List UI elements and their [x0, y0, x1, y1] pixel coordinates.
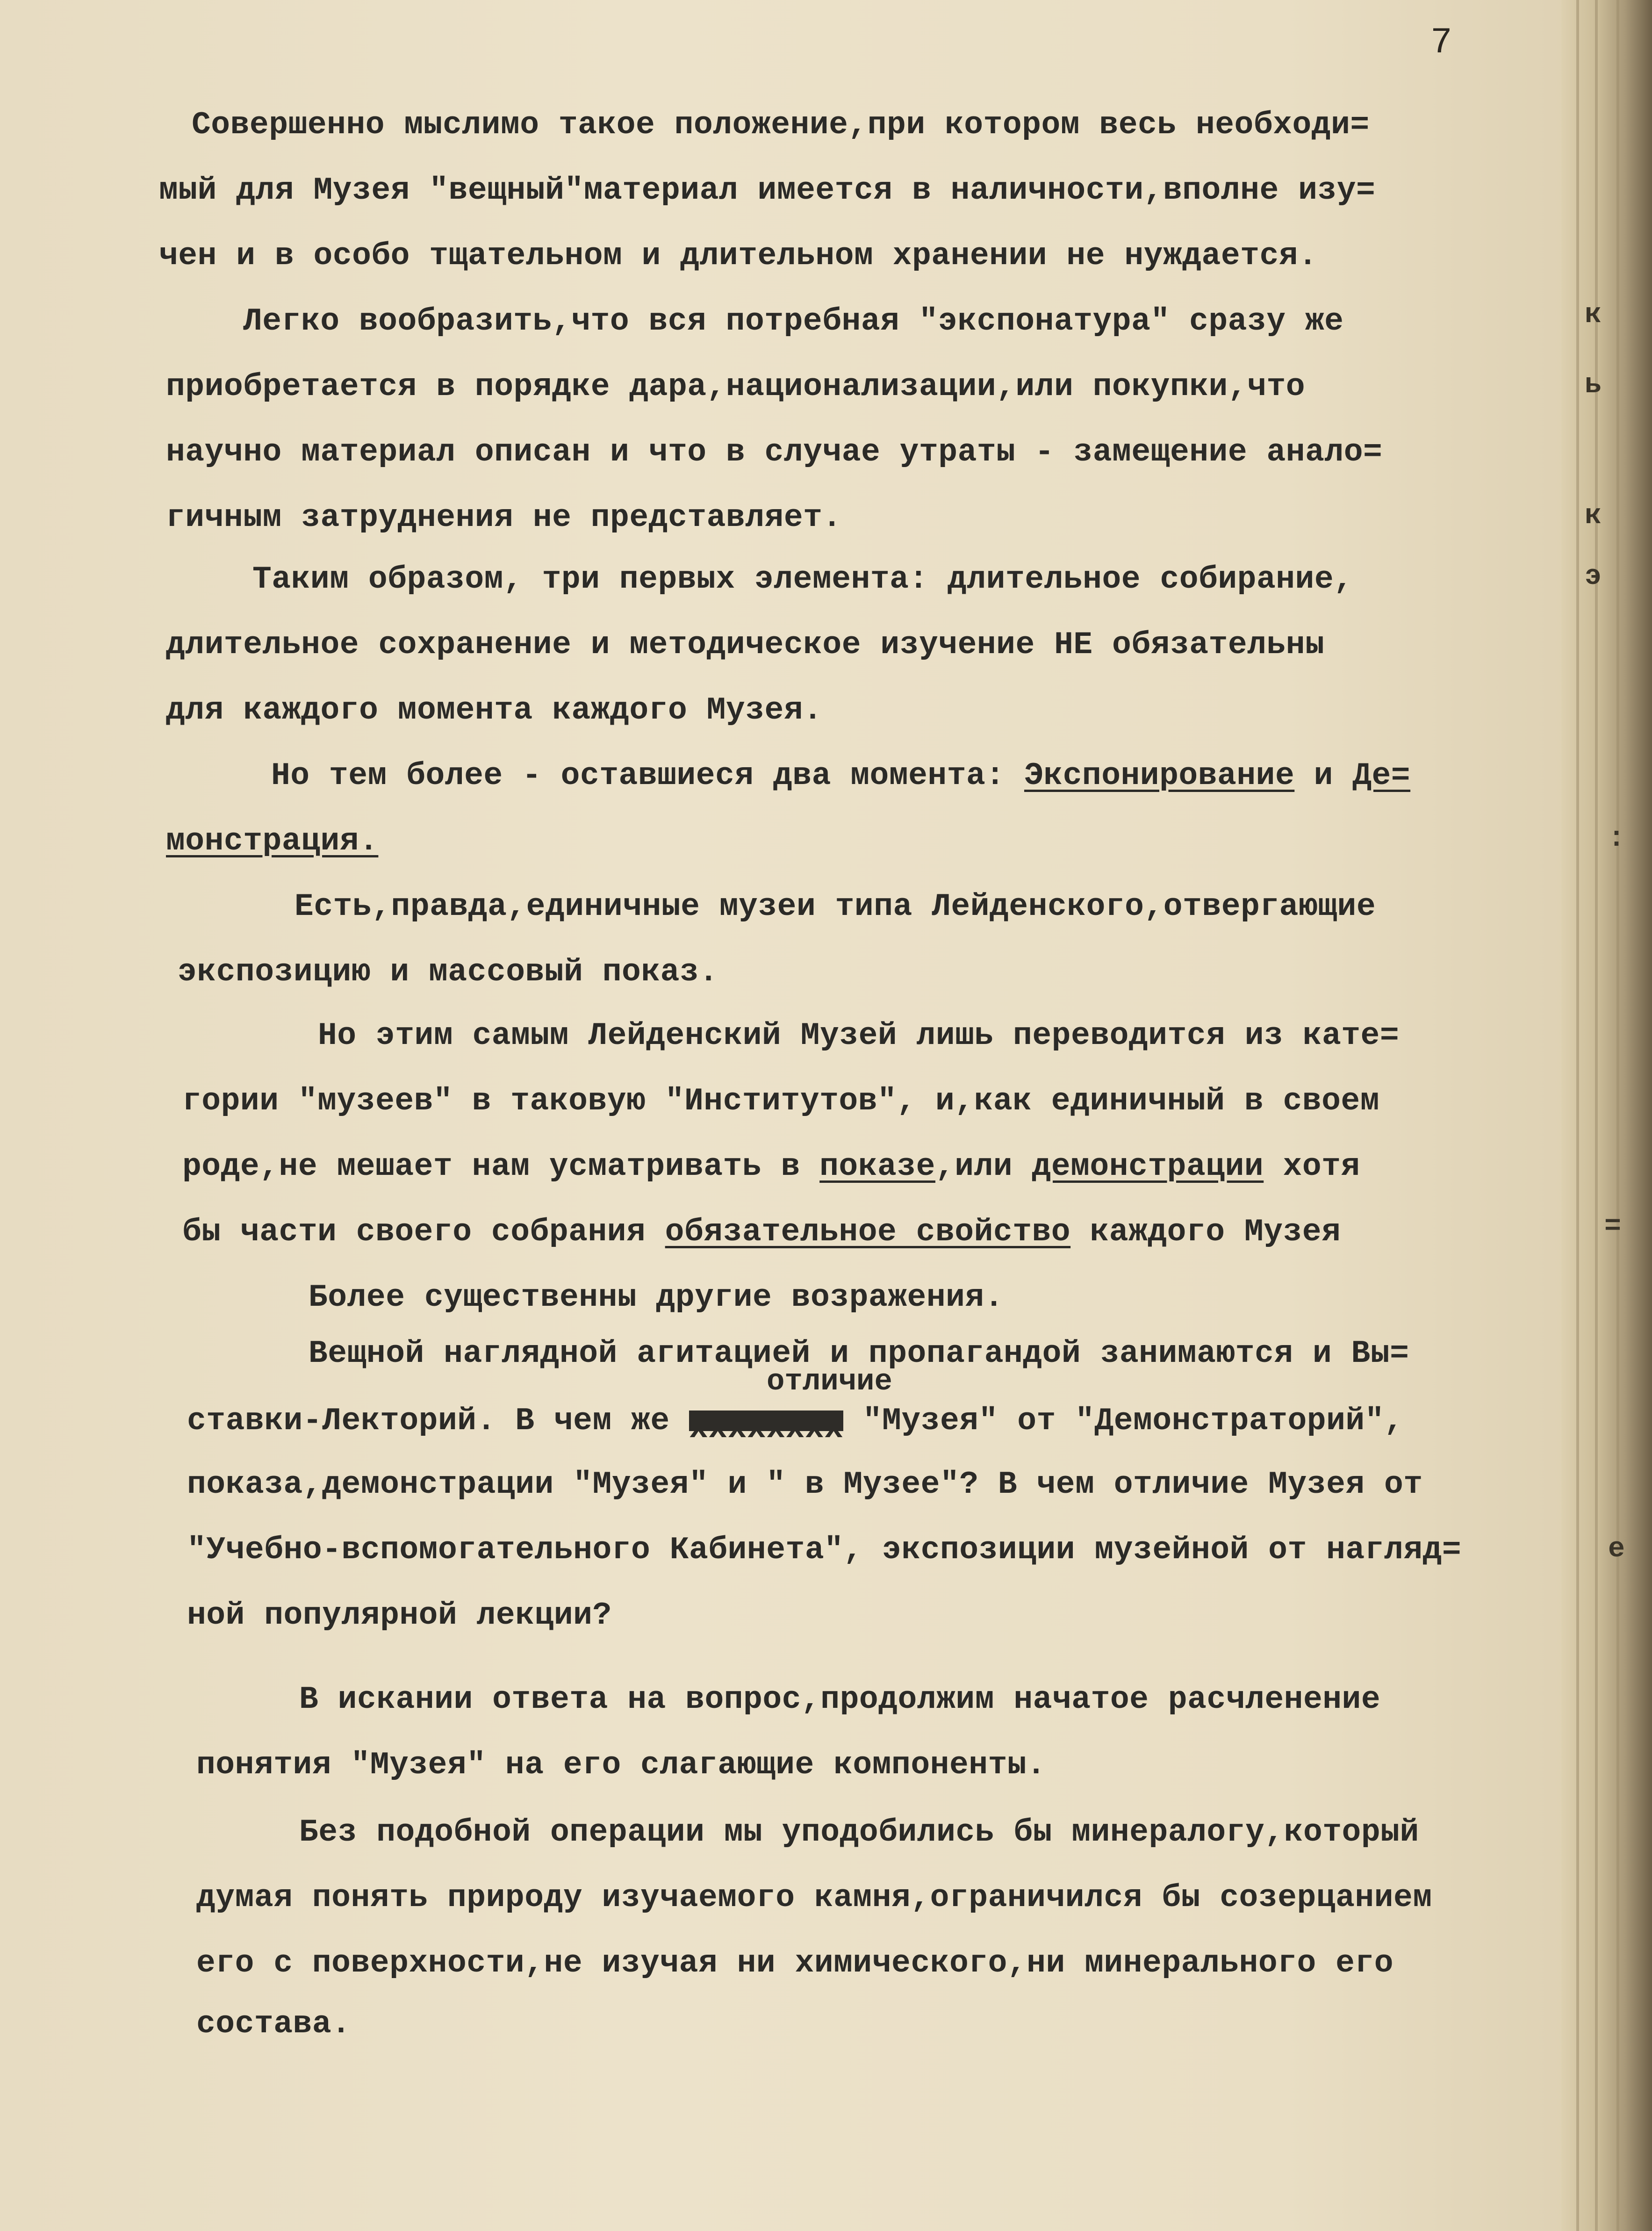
struck-out-word: xxxxxxxx [689, 1411, 844, 1447]
text-line: длительное сохранение и методическое изучение НЕ обязательны [166, 627, 1325, 663]
text-line: ной популярной лекции? [187, 1598, 612, 1634]
text-segment: бы части своего собрания [182, 1214, 665, 1250]
text-line: думая понять природу изучаемого камня,ограничился бы созерцанием [196, 1880, 1432, 1916]
text-line: его с поверхности,не изучая ни химического,ни минерального его [196, 1945, 1394, 1981]
text-line: Совершенно мыслимо такое положение,при котором весь необходи= [192, 107, 1370, 143]
text-line: для каждого момента каждого Музея. [166, 692, 823, 728]
text-line: показа,демонстрации "Музея" и " в Музее"? В чем отличие Музея от [187, 1467, 1423, 1503]
edge-mark: к [1585, 500, 1602, 532]
text-segment: Но тем более - оставшиеся два момента: [271, 758, 1024, 794]
page-edge-line [1616, 0, 1619, 2231]
text-line: Есть,правда,единичные музеи типа Лейденского,отвергающие [294, 889, 1376, 925]
text-line: гичным затруднения не представляет. [166, 500, 842, 536]
text-segment: роде,не мешает нам усматривать в [182, 1149, 820, 1185]
text-line [187, 1403, 1404, 1447]
text-line [182, 1148, 1360, 1186]
text-line [271, 757, 1410, 795]
text-line: понятия "Музея" на его слагающие компоненты. [196, 1747, 1046, 1783]
edge-mark: ь [1585, 369, 1602, 401]
edge-mark: к [1585, 299, 1602, 331]
underlined-term: демонстрации [1032, 1149, 1264, 1185]
text-line [182, 1214, 1341, 1251]
text-line: состава. [196, 2006, 351, 2042]
text-segment: и [1294, 758, 1353, 794]
text-line [166, 823, 378, 860]
underlined-term: Де= [1352, 758, 1411, 794]
text-segment: каждого Музея [1070, 1214, 1341, 1250]
edge-mark: : [1608, 823, 1625, 855]
text-line: гории "музеев" в таковую "Институтов", и,как единичный в своем [182, 1083, 1380, 1119]
text-line: Легко вообразить,что вся потребная "экспонатура" сразу же [243, 303, 1344, 339]
handwritten-insertion: отличие [767, 1365, 892, 1399]
text-line: приобретается в порядке дара,национализации,или покупки,что [166, 369, 1306, 405]
page-number: 7 [1430, 22, 1452, 64]
underlined-term: Экспонирование [1024, 758, 1295, 794]
underlined-term: обязательное свойство [665, 1214, 1071, 1250]
text-line: "Учебно-вспомогательного Кабинета", экспозиции музейной от нагляд= [187, 1532, 1462, 1568]
text-line: Таким образом, три первых элемента: длительное собирание, [252, 561, 1353, 597]
page-edge-stack [1561, 0, 1652, 2231]
edge-mark: = [1604, 1211, 1622, 1243]
page-edge-line [1576, 0, 1579, 2231]
text-segment: хотя [1264, 1149, 1360, 1185]
text-line: научно материал описан и что в случае утраты - замещение анало= [166, 434, 1383, 470]
text-line: Но этим самым Лейденский Музей лишь переводится из кате= [318, 1018, 1400, 1054]
underlined-term: показе [819, 1149, 935, 1185]
text-segment: ,или [935, 1149, 1032, 1185]
text-line: Вещной наглядной агитацией и пропагандой занимаются и Вы= [309, 1336, 1409, 1372]
edge-mark: э [1585, 561, 1602, 593]
text-line: В искании ответа на вопрос,продолжим начатое расчленение [299, 1682, 1381, 1718]
text-line: чен и в особо тщательном и длительном хранении не нуждается. [159, 238, 1318, 274]
text-line: Более существенны другие возражения. [309, 1280, 1004, 1316]
page-edge-line [1595, 0, 1598, 2231]
text-segment: ставки-Лекторий. В чем же [187, 1403, 689, 1439]
text-line: мый для Музея "вещный"материал имеется в наличности,вполне изу= [159, 173, 1376, 209]
edge-mark: е [1608, 1533, 1625, 1565]
text-line: Без подобной операции мы уподобились бы минералогу,который [299, 1814, 1419, 1850]
text-segment: "Музея" от "Демонстраторий", [843, 1403, 1404, 1439]
underlined-term: монстрация. [166, 823, 379, 859]
text-line: экспозицию и массовый показ. [178, 954, 718, 990]
